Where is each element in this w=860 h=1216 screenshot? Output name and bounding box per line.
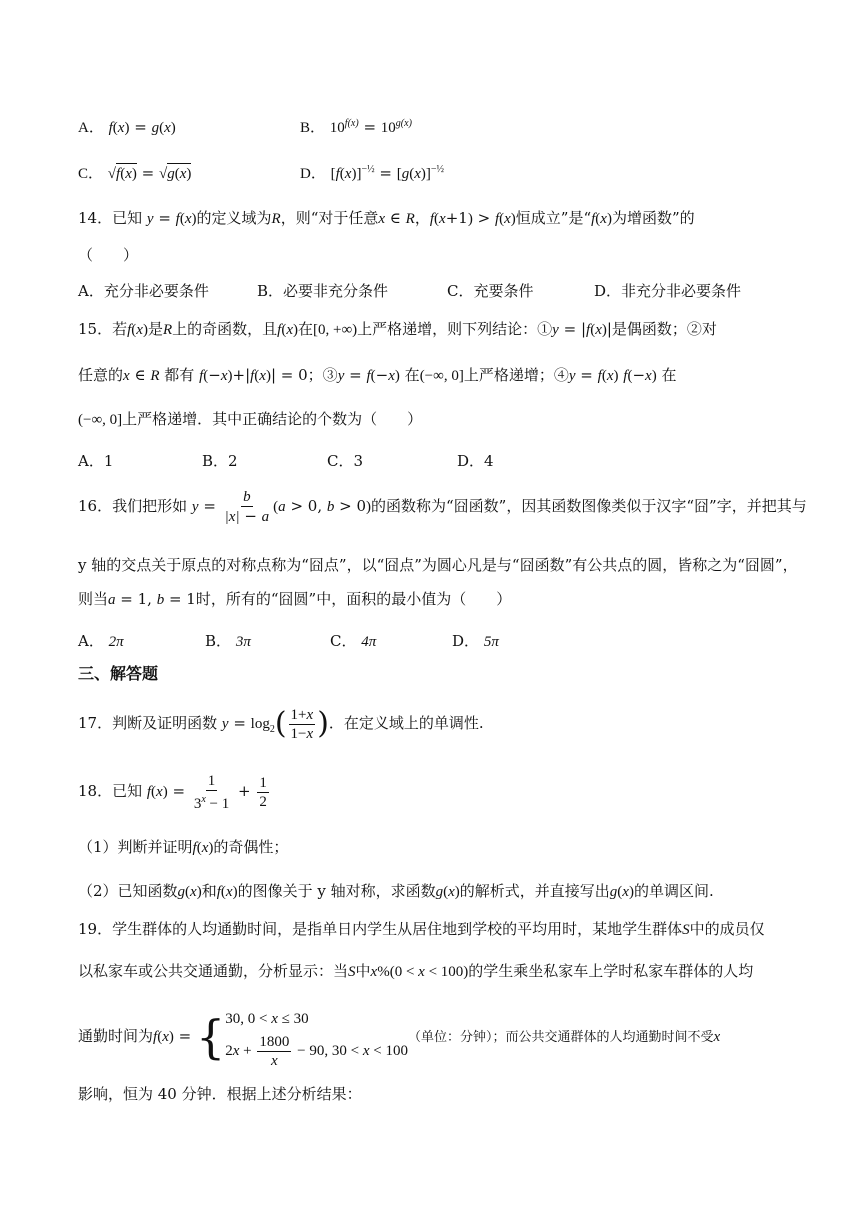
q16-option-a: A． 2π bbox=[78, 632, 124, 650]
q15-line-1: 15．若f(x)是R上的奇函数，且f(x)在[0, +∞)上严格递增，则下列结论：①y = |f(x)|是偶函数；②对 bbox=[78, 320, 717, 338]
q18-stem: 18．已知 f(x) = $\frac{1}{3^x - 1}$ + $\frac{1}{2}$ bbox=[78, 772, 267, 812]
q13-option-d: D． $[f(x)]^{-\frac{1}{2}} = [g(x)]^{-\frac{1}{2}}$ bbox=[300, 164, 445, 182]
q17-stem: 17．判断及证明函数 $y = \log_2$( $\frac{1+x}{1-x}$ )．在定义域上的单调性. bbox=[78, 706, 484, 742]
q13-option-a: A． f(x) = g(x) bbox=[78, 118, 176, 136]
q19-line-2: 以私家车或公共交通通勤，分析显示：当S中x%(0 < x < 100)的学生乘坐私家车上学时私家车群体的人均 bbox=[78, 962, 754, 980]
q15-line-3: (−∞, 0]上严格递增．其中正确结论的个数为（ ） bbox=[78, 410, 423, 428]
q15-option-c: C．3 bbox=[327, 452, 364, 470]
q15-line-2: 任意的x ∈ R 都有 f(−x)+|f(x)| = 0；③y = f(−x) 在(−∞, 0]上严格递增；④y = f(x) f(−x) 在 bbox=[78, 366, 677, 384]
q16-fraction: $\frac{b}{|x| - a}$ bbox=[224, 489, 270, 525]
q16-option-b: B． 3π bbox=[205, 632, 251, 650]
q14-stem: 14．已知 y = f(x)的定义域为R，则“对于任意x ∈ R，f(x+1) > f(x)恒成立”是“f(x)为增函数”的 bbox=[78, 209, 695, 227]
q18-part-1: （1）判断并证明f(x)的奇偶性； bbox=[78, 838, 289, 856]
q13-option-c: C． √f(x) = √g(x) bbox=[78, 164, 192, 182]
q15-option-a: A．1 bbox=[78, 452, 114, 470]
q13-option-b: B． $10^{f(x)} = 10^{g(x)}$ bbox=[300, 118, 412, 136]
q14-answer-paren: （ ） bbox=[78, 246, 139, 264]
q14-option-b: B．必要非充分条件 bbox=[257, 282, 389, 300]
q15-option-d: D．4 bbox=[457, 452, 494, 470]
q19-line-4: 影响，恒为 40 分钟．根据上述分析结果： bbox=[78, 1085, 362, 1103]
q14-option-d: D．非充分非必要条件 bbox=[594, 282, 742, 300]
q16-option-c: C． 4π bbox=[330, 632, 377, 650]
q15-option-b: B．2 bbox=[202, 452, 238, 470]
q19-piecewise: 30, 0 < x ≤ 30 2x + $\frac{1800}{x}$ − 90, 30 < x < 100 bbox=[225, 1010, 408, 1069]
q18-part-2: （2）已知函数g(x)和f(x)的图像关于 y 轴对称，求函数g(x)的解析式，并直接写出g(x)的单调区间. bbox=[78, 882, 714, 900]
q14-option-a: A．充分非必要条件 bbox=[78, 282, 209, 300]
q14-option-c: C．充要条件 bbox=[447, 282, 534, 300]
section-title: 三、解答题 bbox=[78, 664, 159, 683]
q16-line-3: 则当a = 1, b = 1时，所有的“囧圆”中，面积的最小值为（ ） bbox=[78, 590, 512, 608]
q16-line-1: 16．我们把形如 y = $\frac{b}{|x| - a}$ (a > 0, b > 0)的函数称为“囧函数”，因其函数图像类似于汉字“囧”字，并把其与 bbox=[78, 489, 807, 525]
q19-line-1: 19．学生群体的人均通勤时间，是指单日内学生从居住地到学校的平均用时，某地学生群体S中的成员仅 bbox=[78, 920, 765, 938]
q16-option-d: D． 5π bbox=[452, 632, 499, 650]
q19-line-3: 通勤时间为f(x) = { 30, 0 < x ≤ 30 2x + $\frac{1800}{x}$ − 90, 30 < x < 100 （单位：分钟）；而公共交通群体的人均通勤时间不受x bbox=[78, 996, 720, 1078]
q16-line-2: y 轴的交点关于原点的对称点称为“囧点”，以“囧点”为圆心凡是与“囧函数”有公共点的圆，皆称之为“囧圆”， bbox=[78, 556, 798, 574]
